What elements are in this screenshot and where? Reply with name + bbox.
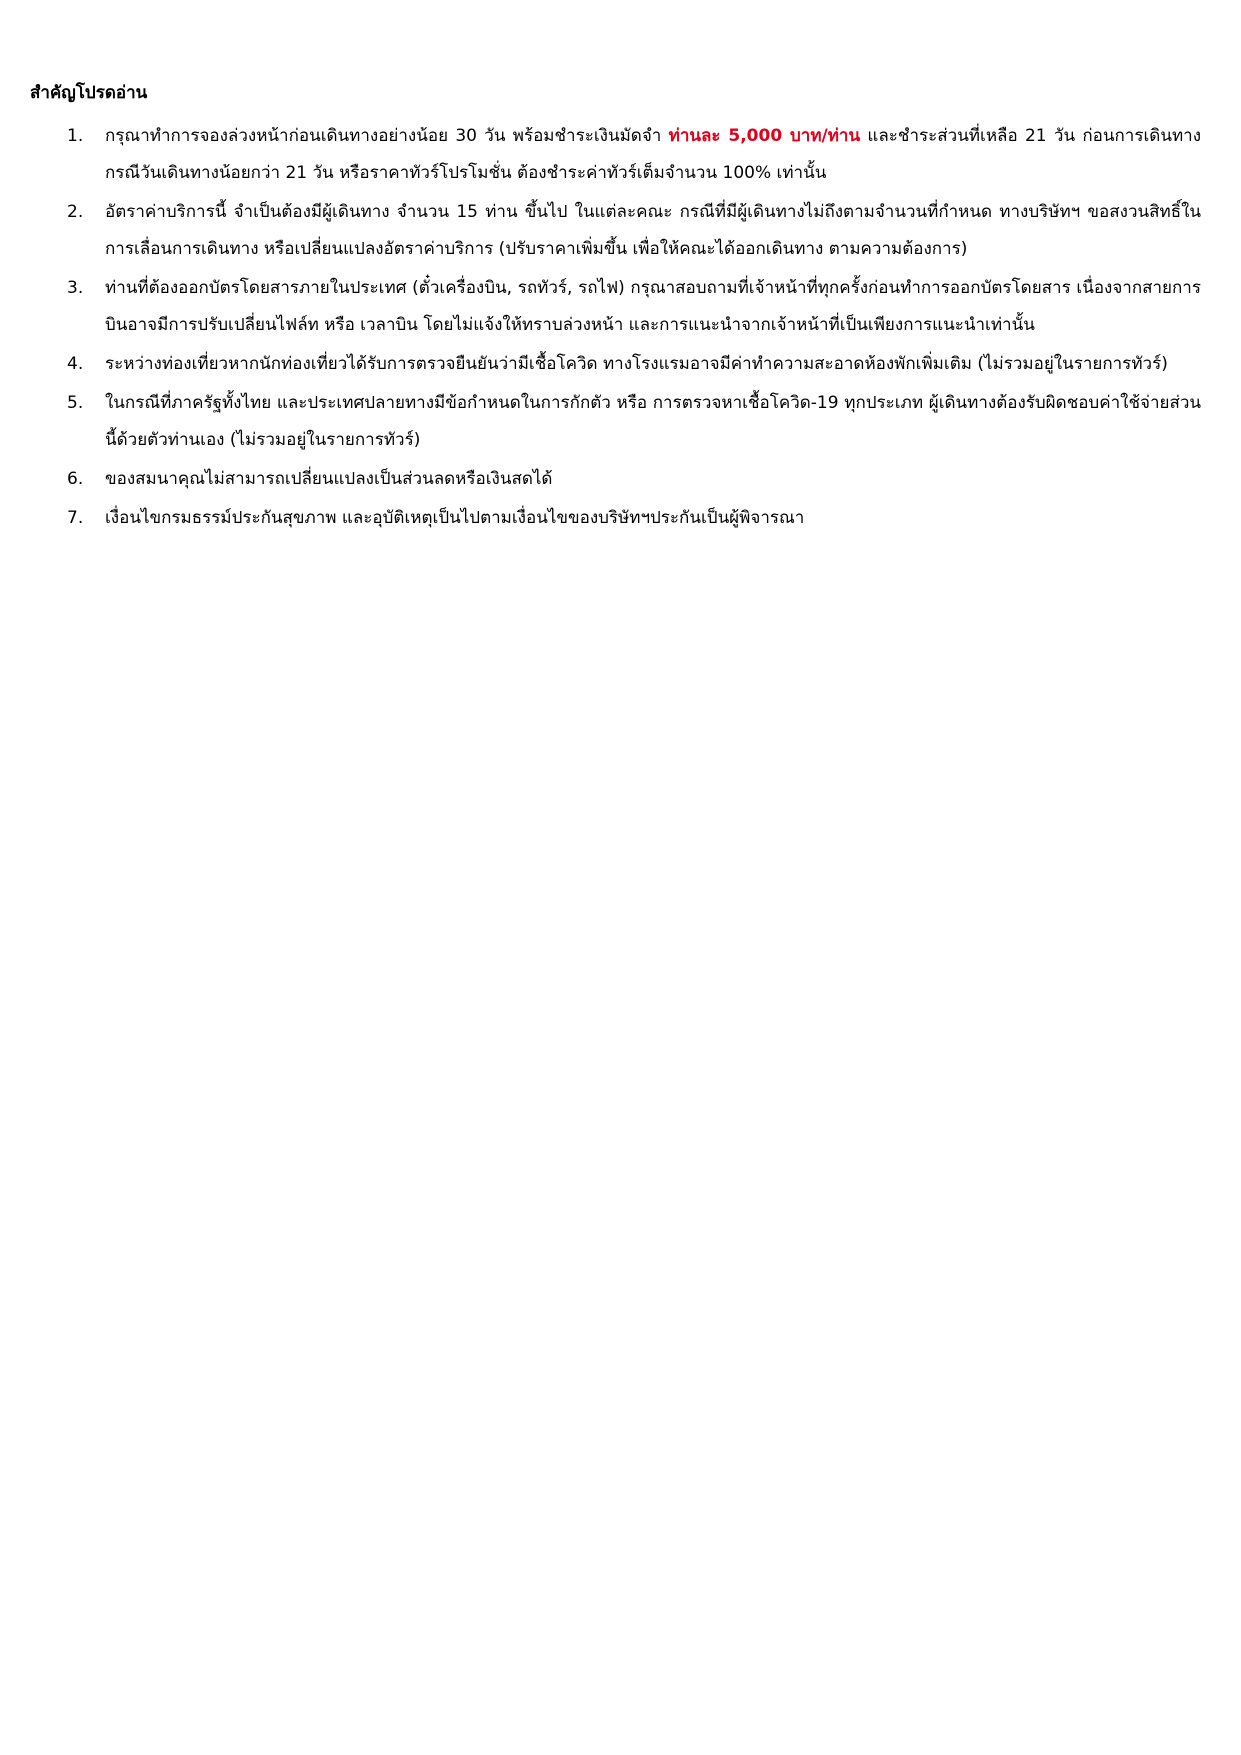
item-number: 1. <box>67 126 84 146</box>
notes-list <box>30 118 1201 537</box>
list-item <box>30 500 1201 537</box>
item-number: 6. <box>67 469 84 489</box>
item-text-after: และชำระส่วนที่เหลือ 21 วัน ก่อนการเดินทาง กรณีวันเดินทางน้อยกว่า 21 วัน หรือราคาทัวร์โปรโมชั่น ต้องชำระค่าทัวร์เต็มจำนวน 100% เท่านั้น <box>105 126 1201 183</box>
list-item <box>30 194 1201 268</box>
item-text: ในกรณีที่ภาครัฐทั้งไทย และประเทศปลายทางมีข้อกำหนดในการกักตัว หรือ การตรวจหาเชื้อโควิด-19 ทุกประเภท ผู้เดินทางต้องรับผิดชอบค่าใช้จ่ายส่วนนี้ด้วยตัวท่านเอง (ไม่รวมอยู่ในรายการทัวร์) <box>105 393 1201 450</box>
list-item <box>30 118 1201 192</box>
item-text: ของสมนาคุณไม่สามารถเปลี่ยนแปลงเป็นส่วนลดหรือเงินสดได้ <box>105 469 553 489</box>
item-text: อัตราค่าบริการนี้ จำเป็นต้องมีผู้เดินทาง จำนวน 15 ท่าน ขึ้นไป ในแต่ละคณะ กรณีที่มีผู้เดินทางไม่ถึงตามจำนวนที่กำหนด ทางบริษัทฯ ขอสงวนสิทธิ์ในการเลื่อนการเดินทาง หรือเปลี่ยนแปลงอัตราค่าบริการ (ปรับราคาเพิ่มขึ้น เพื่อให้คณะได้ออกเดินทาง ตามความต้องการ) <box>105 202 1201 259</box>
list-item <box>30 461 1201 498</box>
deposit-highlight: ท่านละ 5,000 บาท/ท่าน <box>668 126 861 146</box>
item-number: 3. <box>67 278 84 298</box>
item-number: 2. <box>67 202 84 222</box>
item-number: 5. <box>67 393 84 413</box>
section-heading: สำคัญโปรดอ่าน <box>30 83 148 103</box>
item-text-before: กรุณาทำการจองล่วงหน้าก่อนเดินทางอย่างน้อย 30 วัน พร้อมชำระเงินมัดจำ <box>105 126 669 146</box>
item-text: เงื่อนไขกรมธรรม์ประกันสุขภาพ และอุบัติเหตุเป็นไปตามเงื่อนไขของบริษัทฯประกันเป็นผู้พิจารณา <box>105 508 805 528</box>
list-item <box>30 385 1201 459</box>
item-number: 7. <box>67 508 84 528</box>
item-text: ท่านที่ต้องออกบัตรโดยสารภายในประเทศ (ตั๋วเครื่องบิน, รถทัวร์, รถไฟ) กรุณาสอบถามที่เจ้าหน้าที่ทุกครั้งก่อนทำการออกบัตรโดยสาร เนื่องจากสายการบินอาจมีการปรับเปลี่ยนไฟล์ท หรือ เวลาบิน โดยไม่แจ้งให้ทราบล่วงหน้า และการแนะนำจากเจ้าหน้าที่เป็นเพียงการแนะนำเท่านั้น <box>105 278 1201 335</box>
item-number: 4. <box>67 354 84 374</box>
list-item <box>30 270 1201 344</box>
item-text: ระหว่างท่องเที่ยวหากนักท่องเที่ยวได้รับการตรวจยืนยันว่ามีเชื้อโควิด ทางโรงแรมอาจมีค่าทำความสะอาดห้องพักเพิ่มเติม (ไม่รวมอยู่ในรายการทัวร์) <box>105 354 1168 374</box>
list-item <box>30 346 1201 383</box>
